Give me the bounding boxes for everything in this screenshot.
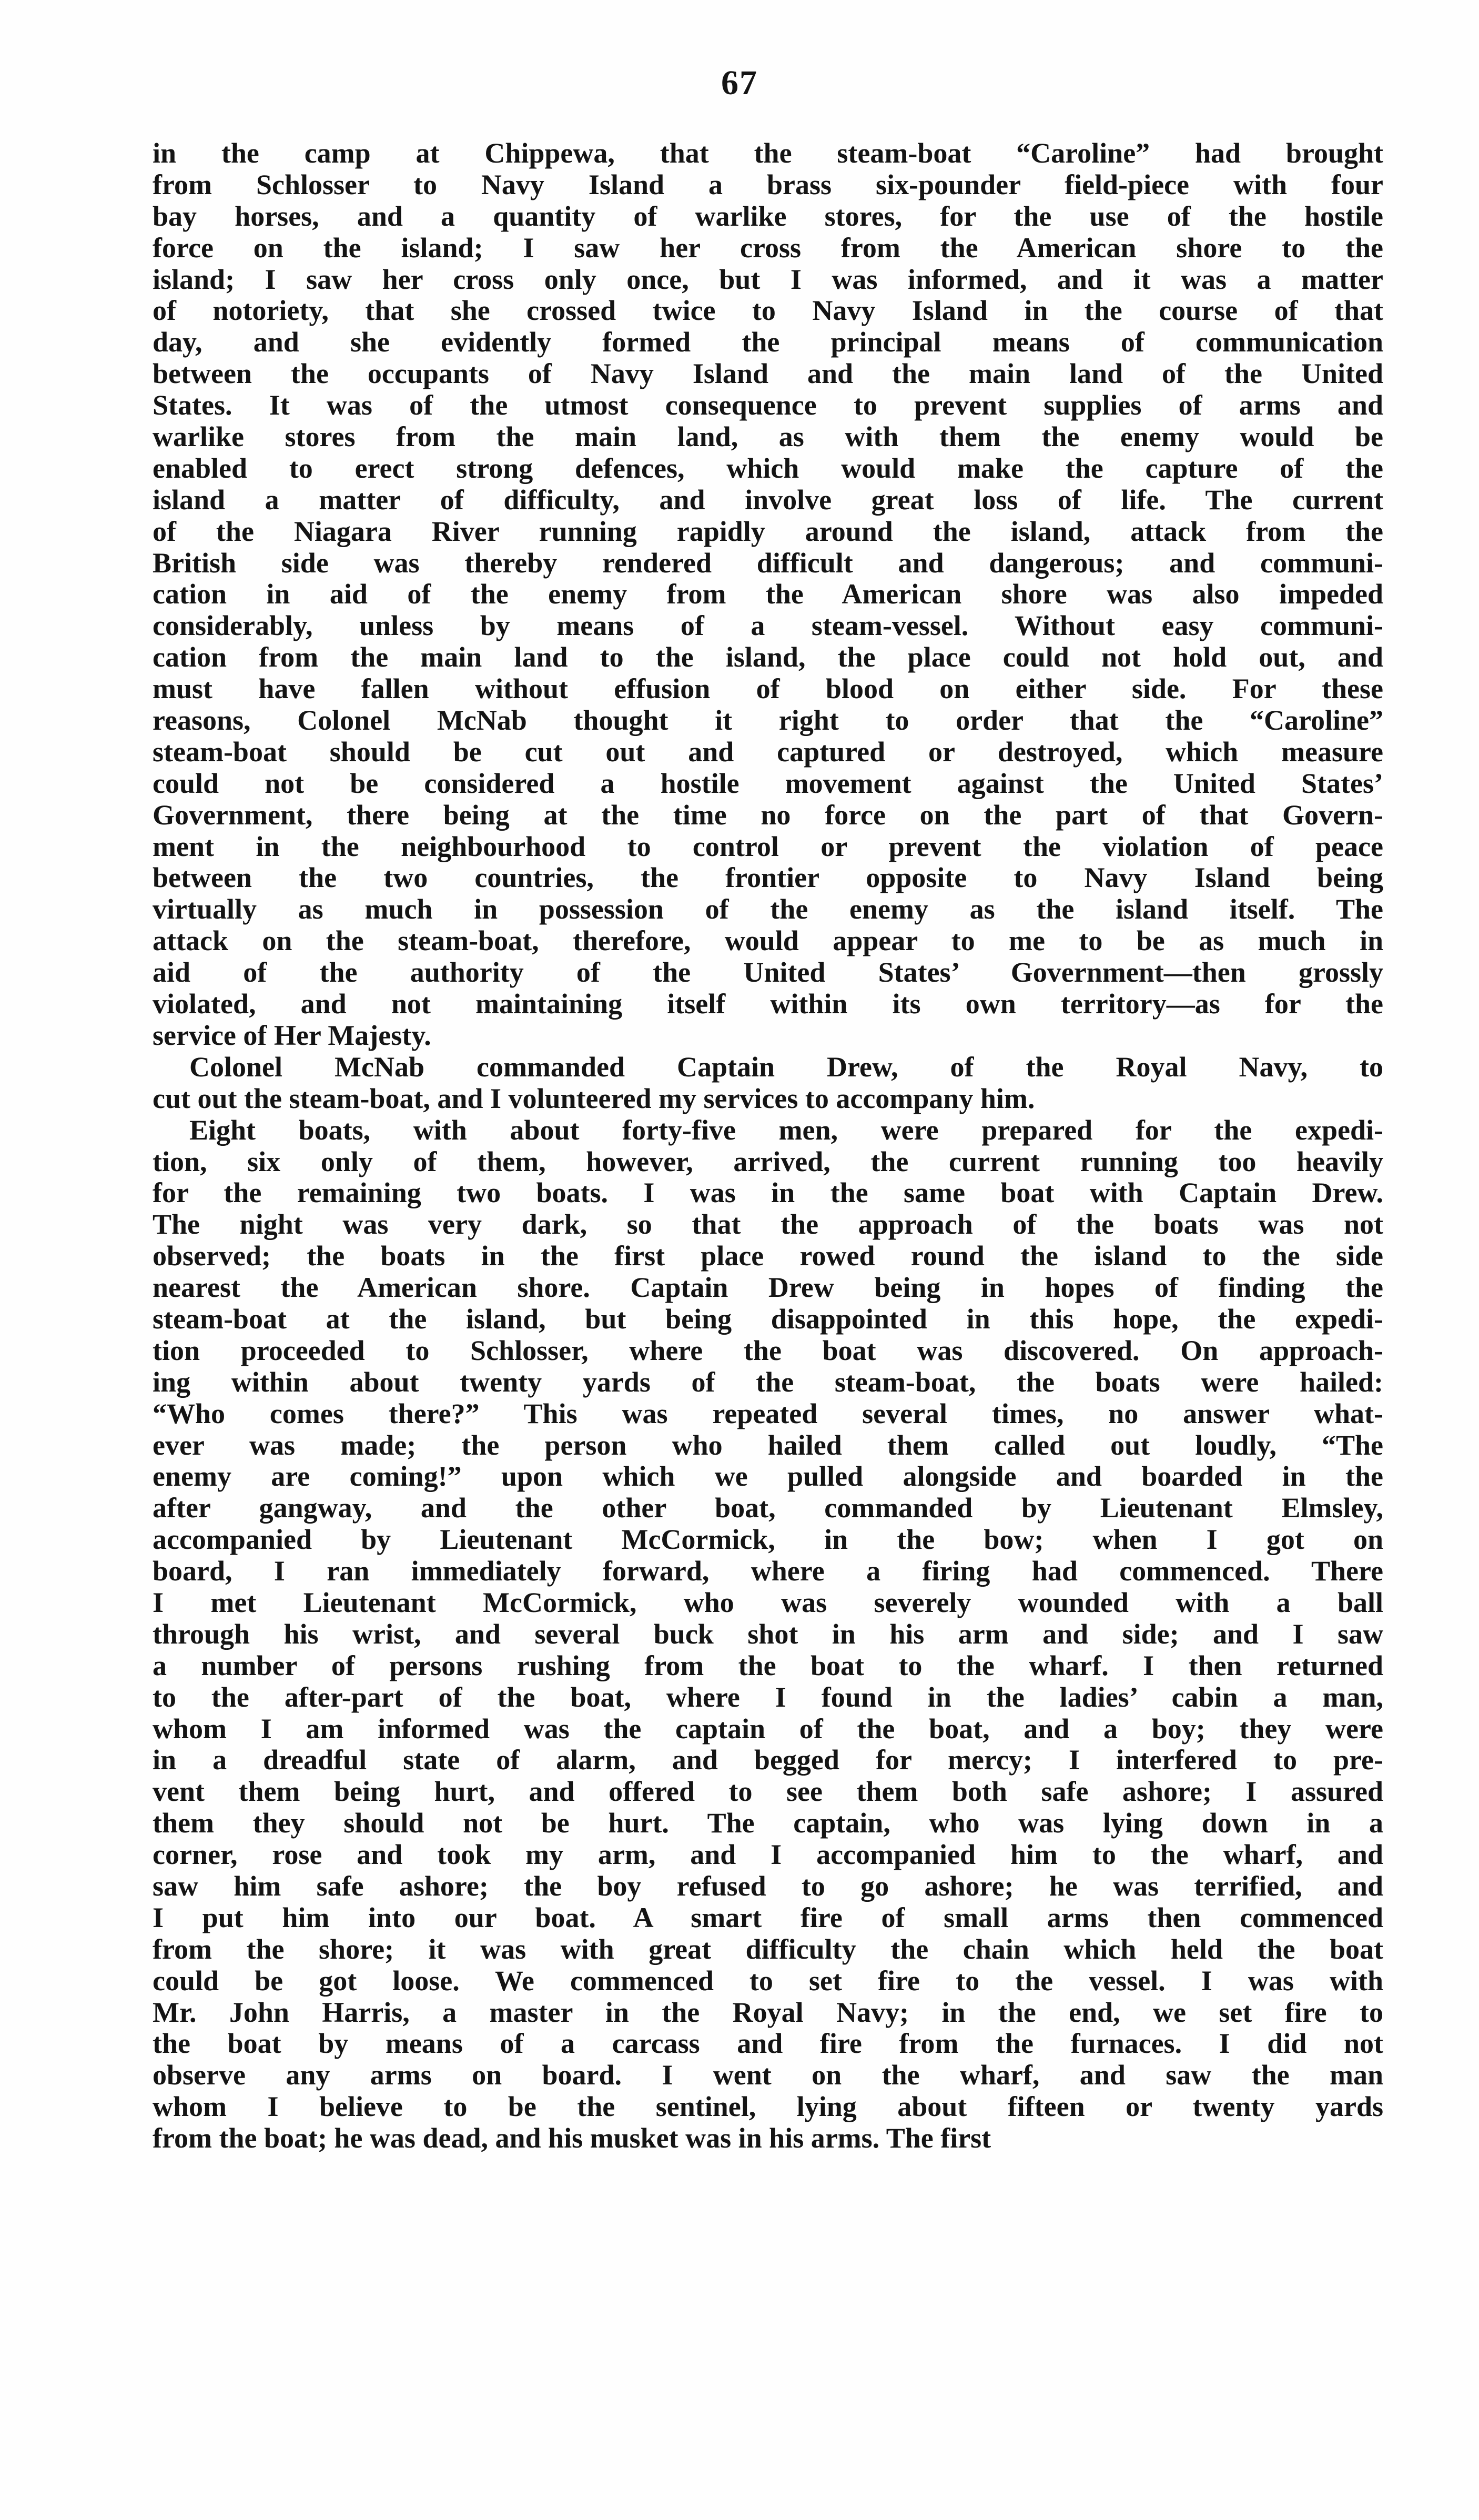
text-line: saw him safe ashore; the boy refused to go ashore; he was terrified, and — [153, 1870, 1383, 1902]
text-line: island a matter of difficulty, and involve great loss of life. The current — [153, 483, 1383, 516]
text-line: board, I ran immediately forward, where a firing had commenced. There — [153, 1555, 1383, 1587]
text-line: island; I saw her cross only once, but I was informed, and it was a matter — [153, 263, 1383, 295]
text-line: to the after-part of the boat, where I found in the ladies’ cabin a man, — [153, 1681, 1383, 1713]
text-line: tion, six only of them, however, arrived, the current running too heavily — [153, 1145, 1383, 1177]
text-line: ever was made; the person who hailed them called out loudly, “The — [153, 1429, 1383, 1461]
text-line: observe any arms on board. I went on the wharf, and saw the man — [153, 2059, 1383, 2091]
text-line: violated, and not maintaining itself within its own territory—as for the — [153, 988, 1383, 1020]
text-line: them they should not be hurt. The captain, who was lying down in a — [153, 1807, 1383, 1839]
text-line: warlike stores from the main land, as with them the enemy would be — [153, 421, 1383, 453]
text-line: ment in the neighbourhood to control or prevent the violation of peace — [153, 830, 1383, 862]
text-line: cation from the main land to the island, the place could not hold out, and — [153, 641, 1383, 673]
text-line: whom I believe to be the sentinel, lying about fifteen or twenty yards — [153, 2091, 1383, 2123]
text-line: for the remaining two boats. I was in the same boat with Captain Drew. — [153, 1177, 1383, 1209]
text-line: from the shore; it was with great difficulty the chain which held the boat — [153, 1933, 1383, 1965]
text-line: observed; the boats in the first place rowed round the island to the side — [153, 1240, 1383, 1272]
text-line: attack on the steam-boat, therefore, would appear to me to be as much in — [153, 925, 1383, 957]
text-line: enabled to erect strong defences, which would make the capture of the — [153, 452, 1383, 484]
text-line: “Who comes there?” This was repeated several times, no answer what- — [153, 1397, 1383, 1429]
text-line: cut out the steam-boat, and I volunteered my services to accompany him. — [153, 1082, 1035, 1114]
text-line: States. It was of the utmost consequence to prevent supplies of arms and — [153, 389, 1383, 421]
text-line: the boat by means of a carcass and fire from the furnaces. I did not — [153, 2028, 1383, 2060]
text-line: could not be considered a hostile movement against the United States’ — [153, 767, 1383, 799]
text-line: Colonel McNab commanded Captain Drew, of the Royal Navy, to — [189, 1051, 1383, 1083]
text-line: service of Her Majesty. — [153, 1019, 431, 1051]
text-line: between the two countries, the frontier opposite to Navy Island being — [153, 862, 1383, 894]
text-line: from the boat; he was dead, and his musket was in his arms. The first — [153, 2122, 991, 2154]
text-line: tion proceeded to Schlosser, where the boat was discovered. On approach- — [153, 1334, 1383, 1366]
text-line: corner, rose and took my arm, and I accompanied him to the wharf, and — [153, 1839, 1383, 1871]
text-line: Mr. John Harris, a master in the Royal Navy; in the end, we set fire to — [153, 1996, 1383, 2028]
text-line: of notoriety, that she crossed twice to Navy Island in the course of that — [153, 295, 1383, 327]
text-line: whom I am informed was the captain of the boat, and a boy; they were — [153, 1712, 1383, 1745]
text-line: in the camp at Chippewa, that the steam-boat “Caroline” had brought — [153, 137, 1383, 169]
text-line: vent them being hurt, and offered to see them both safe ashore; I assured — [153, 1776, 1383, 1808]
text-line: Government, there being at the time no force on the part of that Govern- — [153, 799, 1383, 831]
body-text — [153, 138, 1383, 2154]
text-line: through his wrist, and several buck shot in his arm and side; and I saw — [153, 1618, 1383, 1650]
text-line: virtually as much in possession of the enemy as the island itself. The — [153, 893, 1383, 925]
text-line: after gangway, and the other boat, commanded by Lieutenant Elmsley, — [153, 1492, 1383, 1524]
text-line: The night was very dark, so that the approach of the boats was not — [153, 1208, 1383, 1241]
text-line: I met Lieutenant McCormick, who was severely wounded with a ball — [153, 1586, 1383, 1618]
text-line: ing within about twenty yards of the steam-boat, the boats were hailed: — [153, 1366, 1383, 1398]
text-line: nearest the American shore. Captain Drew being in hopes of finding the — [153, 1272, 1383, 1304]
paragraph — [153, 1052, 1383, 1115]
text-line: aid of the authority of the United States’ Government—then grossly — [153, 956, 1383, 989]
text-line: enemy are coming!” upon which we pulled alongside and boarded in the — [153, 1460, 1383, 1493]
text-line: force on the island; I saw her cross from the American shore to the — [153, 231, 1383, 264]
text-line: reasons, Colonel McNab thought it right to order that the “Caroline” — [153, 704, 1383, 737]
text-line: in a dreadful state of alarm, and begged for mercy; I interfered to pre- — [153, 1744, 1383, 1776]
page-number: 67 — [721, 64, 758, 102]
paragraph — [153, 1115, 1383, 2154]
text-line: must have fallen without effusion of blood on either side. For these — [153, 673, 1383, 705]
text-line: of the Niagara River running rapidly around the island, attack from the — [153, 515, 1383, 547]
text-line: from Schlosser to Navy Island a brass six-pounder field-piece with four — [153, 168, 1383, 200]
text-line: I put him into our boat. A smart fire of small arms then commenced — [153, 1901, 1383, 1933]
text-line: steam-boat at the island, but being disappointed in this hope, the expedi- — [153, 1303, 1383, 1335]
text-line: steam-boat should be cut out and captured or destroyed, which measure — [153, 735, 1383, 768]
text-line: a number of persons rushing from the boat to the wharf. I then returned — [153, 1649, 1383, 1681]
text-line: could be got loose. We commenced to set fire to the vessel. I was with — [153, 1964, 1383, 1997]
text-line: day, and she evidently formed the principal means of communication — [153, 326, 1383, 358]
paragraph — [153, 138, 1383, 1052]
text-line: cation in aid of the enemy from the American shore was also impeded — [153, 578, 1383, 610]
text-line: accompanied by Lieutenant McCormick, in the bow; when I got on — [153, 1524, 1383, 1556]
text-line: between the occupants of Navy Island and the main land of the United — [153, 358, 1383, 390]
text-line: considerably, unless by means of a steam-vessel. Without easy communi- — [153, 610, 1383, 642]
text-line: Eight boats, with about forty-five men, were prepared for the expedi- — [189, 1114, 1383, 1146]
text-line: British side was thereby rendered difficult and dangerous; and communi- — [153, 547, 1383, 579]
text-line: bay horses, and a quantity of warlike stores, for the use of the hostile — [153, 200, 1383, 232]
